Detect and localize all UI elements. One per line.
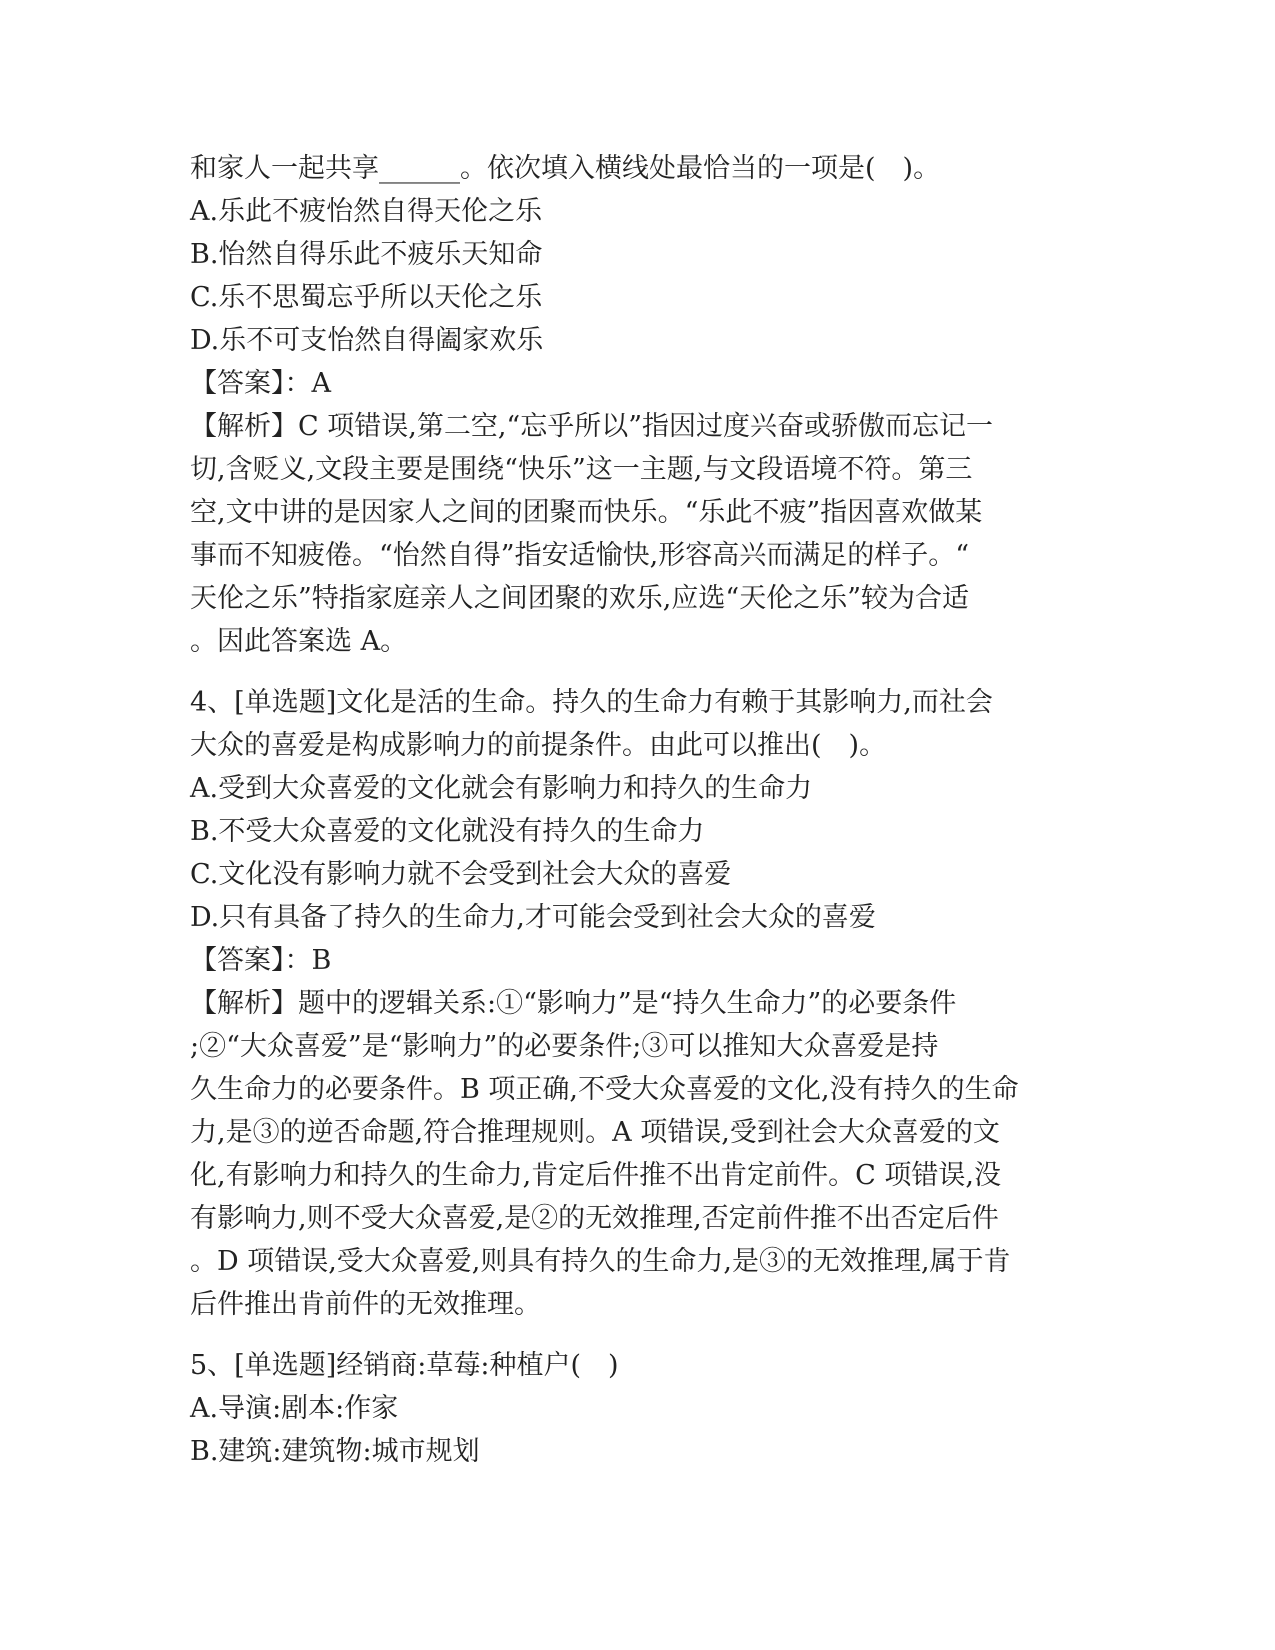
q3-stem-tail: 和家人一起共享______。依次填入横线处最恰当的一项是( )。 [190, 153, 941, 184]
q3-analysis-line: 天伦之乐”特指家庭亲人之间团聚的欢乐,应选“天伦之乐”较为合适 [190, 583, 969, 614]
q3-option-d: D.乐不可支怡然自得阖家欢乐 [190, 325, 544, 356]
q3-analysis-line: 切,含贬义,文段主要是围绕“快乐”这一主题,与文段语境不符。第三 [190, 454, 973, 485]
q5-option-a: A.导演:剧本:作家 [190, 1393, 399, 1424]
q3-answer: 【答案】：A [190, 368, 331, 399]
q3-analysis-line: 【解析】C 项错误,第二空,“忘乎所以”指因过度兴奋或骄傲而忘记一 [190, 411, 994, 442]
q4-stem-line: 4、[单选题]文化是活的生命。持久的生命力有赖于其影响力,而社会 [190, 687, 993, 718]
q4-option-a: A.受到大众喜爱的文化就会有影响力和持久的生命力 [190, 773, 813, 804]
q3-analysis-line: 。因此答案选 A。 [190, 626, 408, 657]
q4-analysis-line: 久生命力的必要条件。B 项正确,不受大众喜爱的文化,没有持久的生命 [190, 1074, 1019, 1105]
q3-analysis-line: 事而不知疲倦。“怡然自得”指安适愉快,形容高兴而满足的样子。“ [190, 540, 969, 571]
q5-stem: 5、[单选题]经销商:草莓:种植户( ) [190, 1350, 619, 1381]
q3-analysis-line: 空,文中讲的是因家人之间的团聚而快乐。“乐此不疲”指因喜欢做某 [190, 497, 983, 528]
q4-analysis-line: 。D 项错误,受大众喜爱,则具有持久的生命力,是③的无效推理,属于肯 [190, 1246, 1011, 1277]
question-spacer [190, 663, 1090, 681]
q4-analysis-line: 有影响力,则不受大众喜爱,是②的无效推理,否定前件推不出否定后件 [190, 1203, 999, 1234]
question-spacer [190, 1326, 1090, 1344]
q4-option-d: D.只有具备了持久的生命力,才可能会受到社会大众的喜爱 [190, 902, 876, 933]
q4-option-c: C.文化没有影响力就不会受到社会大众的喜爱 [190, 859, 732, 890]
document-content [190, 147, 1090, 1473]
q5-option-b: B.建筑:建筑物:城市规划 [190, 1436, 480, 1467]
q4-analysis-line: 力,是③的逆否命题,符合推理规则。A 项错误,受到社会大众喜爱的文 [190, 1117, 1000, 1148]
q3-option-a: A.乐此不疲怡然自得天伦之乐 [190, 196, 543, 227]
q4-analysis-line: 化,有影响力和持久的生命力,肯定后件推不出肯定前件。C 项错误,没 [190, 1160, 1001, 1191]
q4-analysis-line: ;②“大众喜爱”是“影响力”的必要条件;③可以推知大众喜爱是持 [190, 1031, 939, 1062]
q4-analysis-line: 【解析】题中的逻辑关系:①“影响力”是“持久生命力”的必要条件 [190, 988, 957, 1019]
q3-option-b: B.怡然自得乐此不疲乐天知命 [190, 239, 543, 270]
q4-answer: 【答案】：B [190, 945, 332, 976]
q4-stem-line: 大众的喜爱是构成影响力的前提条件。由此可以推出( )。 [190, 730, 887, 761]
q3-option-c: C.乐不思蜀忘乎所以天伦之乐 [190, 282, 543, 313]
q4-option-b: B.不受大众喜爱的文化就没有持久的生命力 [190, 816, 705, 847]
q4-analysis-line: 后件推出肯前件的无效推理。 [190, 1289, 541, 1320]
